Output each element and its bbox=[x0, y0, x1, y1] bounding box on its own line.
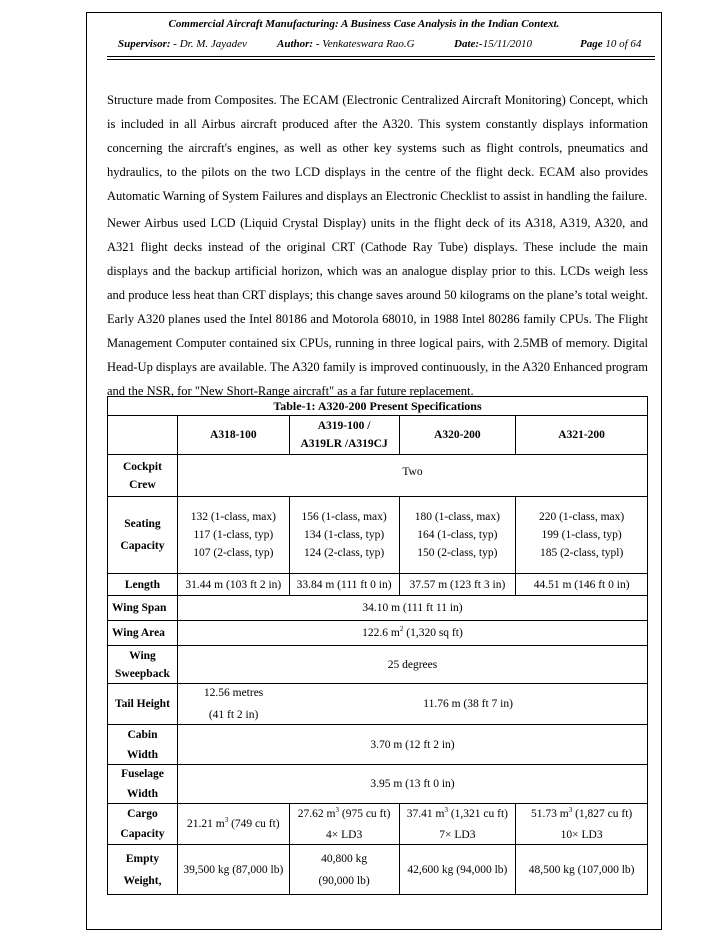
wing-area-value bbox=[177, 621, 647, 646]
cell-line: (90,000 lb) bbox=[318, 874, 370, 887]
cell-line: 180 (1-class, max) bbox=[414, 511, 500, 523]
author-label: Author: - bbox=[277, 38, 320, 50]
row-label-fuselage-width bbox=[108, 765, 178, 804]
fuselage-width-value: 3.95 m (13 ft 0 in) bbox=[177, 765, 647, 804]
col-header-a319-line2: A319LR /A319CJ bbox=[300, 438, 388, 450]
paragraph-lcd: Newer Airbus used LCD (Liquid Crystal Display) units in the flight deck of its A318, A319, A320, and A321 flight decks instead of the original CRT (Cathode Ray Tube) displays. These include the main displays and the backup artificial horizon, which was an analogue display prior to this. LCDs weigh less and produce less heat than CRT displays; this change saves around 50 kilograms on the plane’s total weight. Early A320 planes used the Intel 80186 and Motorola 68010, in 1988 Intel 80286 family CPUs. The Flight Management Computer contained six CPUs, running in three logical pairs, with 2.5MB of memory. Digital Head-Up displays are available. The A320 family is improved continuously, in the A320 Enhanced program and the NSR, for "New Short-Range aircraft" as a far future replacement. bbox=[107, 216, 648, 398]
row-label-line: Cockpit bbox=[122, 460, 162, 473]
col-header-a320: A320-200 bbox=[399, 416, 516, 455]
wing-span-value: 34.10 m (111 ft 11 in) bbox=[177, 596, 647, 621]
col-header-a319-line1: A319-100 / bbox=[317, 420, 371, 432]
value-text: (1,321 cu ft) bbox=[447, 807, 508, 820]
cell-line: 185 (2-class, typl) bbox=[539, 547, 624, 559]
seating-a318 bbox=[177, 497, 289, 574]
tail-height-others: 11.76 m (38 ft 7 in) bbox=[289, 684, 647, 725]
cell-line: 199 (1-class, typ) bbox=[541, 529, 622, 541]
row-label-wing-span: Wing Span bbox=[108, 596, 178, 621]
row-label-cockpit bbox=[108, 455, 178, 497]
row-label-line: Width bbox=[126, 748, 159, 761]
header-rule bbox=[107, 56, 655, 57]
page-label: Page bbox=[580, 38, 603, 50]
table-row-cockpit bbox=[108, 455, 648, 497]
value-text: 27.62 m bbox=[297, 807, 336, 820]
row-label-length: Length bbox=[108, 574, 178, 596]
supervisor-label: Supervisor: - bbox=[118, 38, 177, 50]
date-label: Date:- bbox=[454, 38, 483, 50]
empty-weight-a319 bbox=[289, 845, 399, 895]
cell-line: 124 (2-class, typ) bbox=[304, 547, 385, 559]
table-header-row bbox=[108, 416, 648, 455]
date-value: 15/11/2010 bbox=[482, 38, 533, 50]
superscript: 3 bbox=[224, 816, 229, 825]
cell-line: 40,800 kg bbox=[321, 852, 368, 865]
specifications-table bbox=[107, 396, 648, 895]
cell-line: 156 (1-class, max) bbox=[301, 511, 387, 523]
table-row-cabin-width bbox=[108, 725, 648, 765]
cargo-a319 bbox=[289, 804, 399, 845]
table-row-empty-weight bbox=[108, 845, 648, 895]
cell-line: 220 (1-class, max) bbox=[538, 511, 625, 523]
row-label-line: Sweepback bbox=[115, 667, 170, 680]
col-header-a318: A318-100 bbox=[177, 416, 289, 455]
row-label-line: Cargo bbox=[127, 808, 158, 820]
value-text: 21.21 m bbox=[187, 818, 225, 830]
table-row-tail-height bbox=[108, 684, 648, 725]
supervisor-field bbox=[118, 38, 247, 50]
cell-line: 117 (1-class, typ) bbox=[193, 529, 274, 541]
table-row-length bbox=[108, 574, 648, 596]
row-label-line: Empty bbox=[125, 852, 160, 865]
table-row-fuselage-width bbox=[108, 765, 648, 804]
row-label-line: Width bbox=[126, 788, 159, 800]
cargo-a320 bbox=[399, 804, 516, 845]
cell-line: (41 ft 2 in) bbox=[208, 709, 259, 721]
row-label-line: Seating bbox=[124, 518, 161, 530]
empty-weight-a320: 42,600 kg (94,000 lb) bbox=[399, 845, 516, 895]
col-header-a321: A321-200 bbox=[516, 416, 648, 455]
supervisor-value: Dr. M. Jayadev bbox=[179, 38, 247, 50]
page-number bbox=[580, 38, 641, 50]
author-field bbox=[277, 38, 415, 50]
row-label-line: Capacity bbox=[120, 540, 165, 552]
value-text: (975 cu ft) bbox=[339, 807, 391, 820]
cell-line: 132 (1-class, max) bbox=[190, 511, 276, 523]
document-title: Commercial Aircraft Manufacturing: A Business Case Analysis in the Indian Context. bbox=[168, 18, 560, 30]
table-row-cargo bbox=[108, 804, 648, 845]
value-text: 51.73 m bbox=[530, 807, 569, 820]
tail-height-a318 bbox=[177, 684, 289, 725]
row-label-line: Cabin bbox=[127, 728, 158, 741]
superscript: 2 bbox=[399, 625, 404, 634]
empty-weight-a321: 48,500 kg (107,000 lb) bbox=[516, 845, 648, 895]
row-label-line: Capacity bbox=[120, 828, 165, 840]
sweepback-value: 25 degrees bbox=[177, 646, 647, 684]
row-label-line: Wing bbox=[129, 649, 156, 662]
row-label-empty-weight bbox=[108, 845, 178, 895]
length-a318: 31.44 m (103 ft 2 in) bbox=[177, 574, 289, 596]
table-caption: Table-1: A320-200 Present Specifications bbox=[108, 397, 648, 416]
length-a321: 44.51 m (146 ft 0 in) bbox=[516, 574, 648, 596]
empty-weight-a318: 39,500 kg (87,000 lb) bbox=[177, 845, 289, 895]
row-label-seating bbox=[108, 497, 178, 574]
col-header-a319 bbox=[289, 416, 399, 455]
value-text: (1,827 cu ft) bbox=[572, 807, 633, 820]
cell-line: 107 (2-class, typ) bbox=[193, 547, 274, 559]
cabin-width-value: 3.70 m (12 ft 2 in) bbox=[177, 725, 647, 765]
seating-a320 bbox=[399, 497, 516, 574]
table-row-seating bbox=[108, 497, 648, 574]
cell-line: 150 (2-class, typ) bbox=[417, 547, 498, 559]
row-label-cargo bbox=[108, 804, 178, 845]
cargo-a321 bbox=[516, 804, 648, 845]
length-a320: 37.57 m (123 ft 3 in) bbox=[399, 574, 516, 596]
value-text: (749 cu ft) bbox=[228, 818, 280, 830]
cell-line: 4× LD3 bbox=[326, 828, 363, 841]
cell-line: 12.56 metres bbox=[203, 687, 264, 699]
cell-line: 134 (1-class, typ) bbox=[304, 529, 385, 541]
seating-a321 bbox=[516, 497, 648, 574]
cockpit-value: Two bbox=[177, 455, 647, 497]
value-text: 37.41 m bbox=[406, 807, 445, 820]
cargo-a318 bbox=[177, 804, 289, 845]
row-label-line: Crew bbox=[129, 478, 156, 491]
row-label-line: Fuselage bbox=[121, 768, 164, 780]
table-row-wing-area bbox=[108, 621, 648, 646]
superscript: 3 bbox=[335, 805, 339, 814]
table-row-sweepback bbox=[108, 646, 648, 684]
row-label-tail-height: Tail Height bbox=[108, 684, 178, 725]
paragraph-ecam: Structure made from Composites. The ECAM (Electronic Centralized Aircraft Monitoring) Concept, which is included in all Airbus aircraft produced after the A320. This system constantly displays information concerning the aircraft's engines, as well as other key systems such as flight controls, pneumatics and hydraulics, to the pilots on the two LCD displays in the centre of the flight deck. ECAM also provides Automatic Warning of System Failures and displays an Electronic Checklist to assist in handling the failure. bbox=[107, 93, 648, 203]
row-label-wing-area: Wing Area bbox=[108, 621, 178, 646]
value-text: 122.6 m bbox=[362, 627, 400, 639]
header-empty-cell bbox=[108, 416, 178, 455]
superscript: 3 bbox=[568, 805, 573, 814]
row-label-cabin-width bbox=[108, 725, 178, 765]
seating-a319 bbox=[289, 497, 399, 574]
author-value: Venkateswara Rao.G bbox=[322, 38, 415, 50]
page-value: 10 of 64 bbox=[605, 38, 642, 50]
date-field bbox=[454, 38, 532, 50]
header-rule-2 bbox=[107, 59, 655, 60]
length-a319: 33.84 m (111 ft 0 in) bbox=[289, 574, 399, 596]
cell-line: 7× LD3 bbox=[439, 828, 476, 841]
table-row-wing-span bbox=[108, 596, 648, 621]
cell-line: 10× LD3 bbox=[560, 828, 603, 841]
row-label-line: Weight, bbox=[123, 874, 162, 887]
row-label-sweepback bbox=[108, 646, 178, 684]
cell-line: 164 (1-class, typ) bbox=[417, 529, 498, 541]
superscript: 3 bbox=[444, 805, 448, 814]
value-text: (1,320 sq ft) bbox=[403, 627, 463, 639]
